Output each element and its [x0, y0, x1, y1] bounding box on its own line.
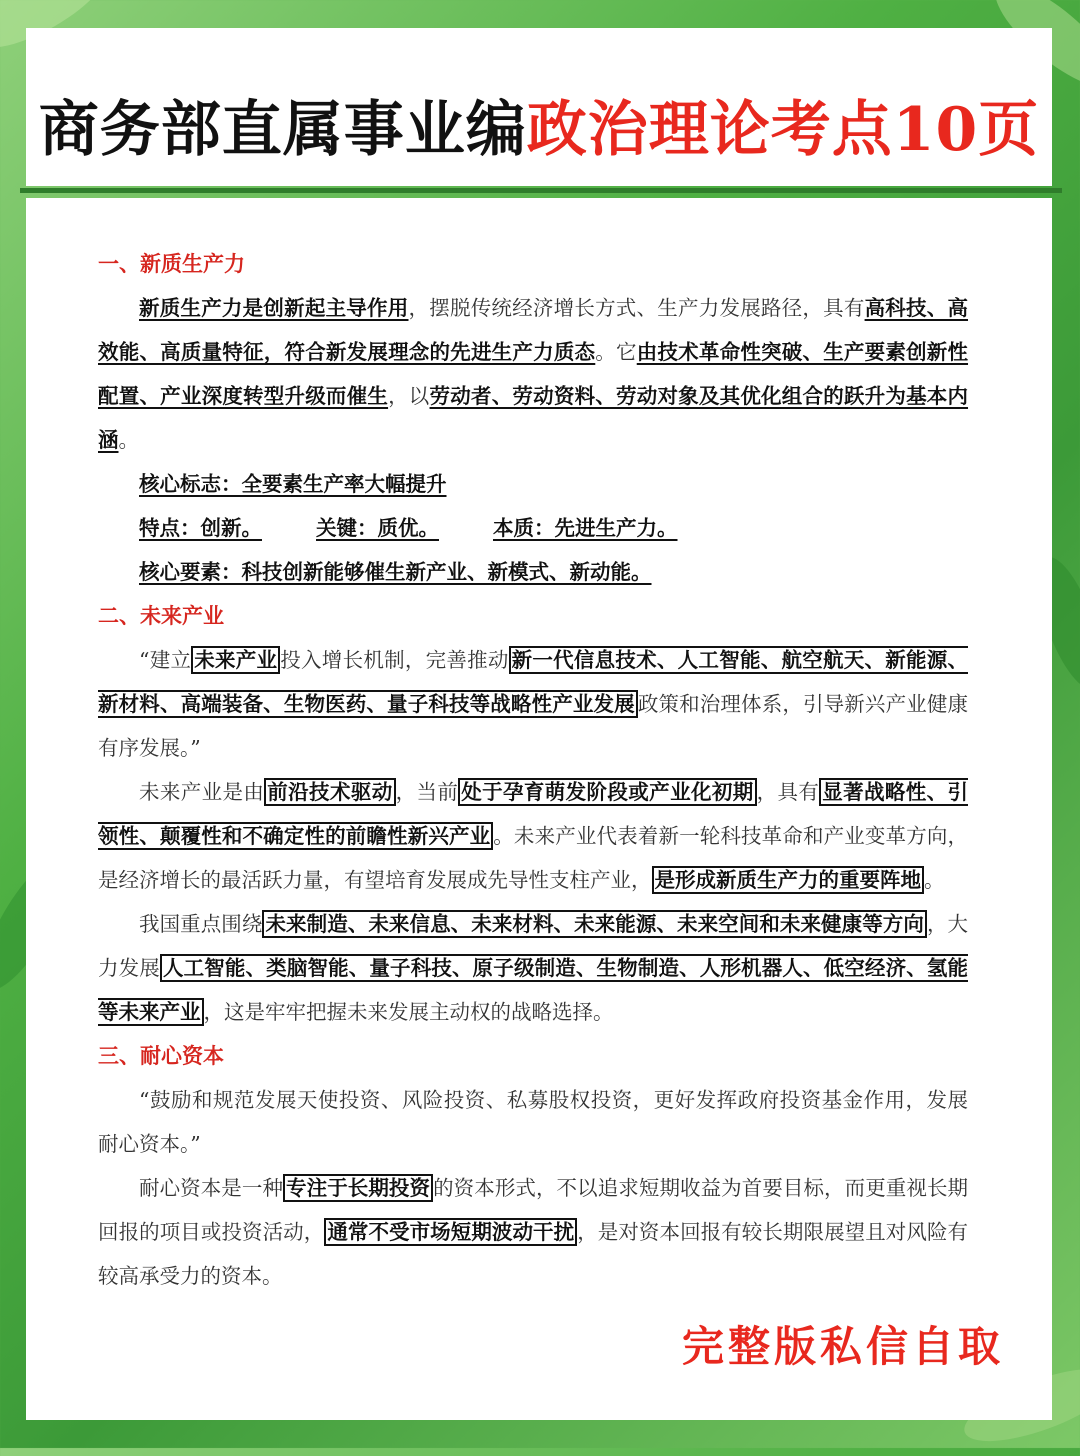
document-page: [26, 198, 1052, 1420]
title-divider: [20, 188, 1062, 193]
text-run: ，这是牢牢把握未来发展主动权的战略选择。: [203, 1000, 614, 1024]
core-elements: 核心要素：科技创新能够催生新产业、新模式、新动能。: [139, 560, 652, 584]
text-run: “鼓励和规范发展天使投资、风险投资、私募股权投资，更好发挥政府投资基金作用，发展耐心资本。”: [98, 1088, 968, 1156]
text-run: ，大力发展: [98, 912, 969, 980]
section-heading: 二、未来产业: [98, 604, 224, 628]
underlined-emphasis: 新质生产力是创新起主导作用: [139, 296, 409, 320]
boxed-emphasis: 新一代信息技术、人工智能、航空航天、新能源、新材料、高端装备、生物医药、量子科技等战略性产业发展: [98, 648, 969, 716]
text-run: ，摆脱传统经济增长方式、生产力发展路径，具有: [408, 296, 865, 320]
text-run: ，以: [388, 384, 430, 408]
text-run: 。它: [595, 340, 637, 364]
text-run: 耐心资本是一种: [139, 1176, 284, 1200]
paragraph: [98, 1078, 968, 1166]
text-run: ，当前: [395, 780, 459, 804]
boxed-emphasis: 未来产业: [191, 646, 280, 674]
paragraph: [98, 1166, 968, 1298]
underlined-emphasis: 由技术革命性突破、生产要素创新性配置、产业深度转型升级而催生: [98, 340, 969, 408]
feature: 特点：创新。: [139, 516, 262, 540]
text-run: 。: [118, 428, 139, 452]
boxed-emphasis: 通常不受市场短期波动干扰: [324, 1218, 577, 1246]
core-mark-line: [98, 462, 968, 506]
text-run: ，是对资本回报有较长期限展望且对风险有较高承受力的资本。: [98, 1220, 969, 1288]
text-run: ，具有: [756, 780, 820, 804]
boxed-emphasis: 前沿技术驱动: [264, 778, 395, 806]
cta-text: 完整版私信自取: [681, 1322, 1004, 1371]
boxed-emphasis: 是形成新质生产力的重要阵地: [652, 866, 925, 894]
core-mark: 核心标志：全要素生产率大幅提升: [139, 472, 447, 496]
boxed-emphasis: 人工智能、类脑智能、量子科技、原子级制造、生物制造、人形机器人、低空经济、氢能等未来产业: [98, 956, 969, 1024]
page-title: [26, 90, 1052, 170]
core-elements-line: [98, 550, 968, 594]
title-red-part: 政治理论考点10页: [526, 95, 1040, 165]
text-run: 。: [924, 868, 945, 892]
paragraph: [98, 902, 968, 1034]
text-run: 未来产业是由: [139, 780, 265, 804]
text-run: “建立: [139, 648, 192, 672]
feature-line: [98, 506, 968, 550]
text-run: 政策和治理体系，引导新兴产业健康有序发展。”: [98, 692, 969, 760]
boxed-emphasis: 处于孕育萌发阶段或产业化初期: [458, 778, 756, 806]
text-run: 投入增长机制，完善推动: [280, 648, 509, 672]
title-black-part: 商务部直属事业编: [38, 95, 527, 165]
essence: 本质：先进生产力。: [493, 516, 678, 540]
paragraph: [98, 770, 968, 902]
text-run: 我国重点围绕: [139, 912, 263, 936]
key: 关键：质优。: [316, 516, 439, 540]
text-run: 的资本形式，不以追求短期收益为首要目标，而更重视长期回报的项目或投资活动，: [98, 1176, 969, 1244]
paragraph: [98, 638, 968, 770]
underlined-emphasis: 高科技、高效能、高质量特征，符合新发展理念的先进生产力质态: [98, 296, 969, 364]
underlined-emphasis: 劳动者、劳动资料、劳动对象及其优化组合的跃升为基本内涵: [98, 384, 969, 452]
text-run: 。未来产业代表着新一轮科技革命和产业变革方向，是经济增长的最活跃力量，有望培育发展成先导性支柱产业，: [98, 824, 968, 892]
boxed-emphasis: 专注于长期投资: [283, 1174, 433, 1202]
boxed-emphasis: 未来制造、未来信息、未来材料、未来能源、未来空间和未来健康等方向: [262, 910, 926, 938]
title-banner: [26, 28, 1052, 186]
paragraph: [98, 286, 968, 462]
section-heading: 三、耐心资本: [98, 1044, 224, 1068]
boxed-emphasis: 显著战略性、引领性、颠覆性和不确定性的前瞻性新兴产业: [98, 780, 969, 848]
section-heading: 一、新质生产力: [98, 252, 245, 276]
document-body: [98, 242, 968, 1298]
